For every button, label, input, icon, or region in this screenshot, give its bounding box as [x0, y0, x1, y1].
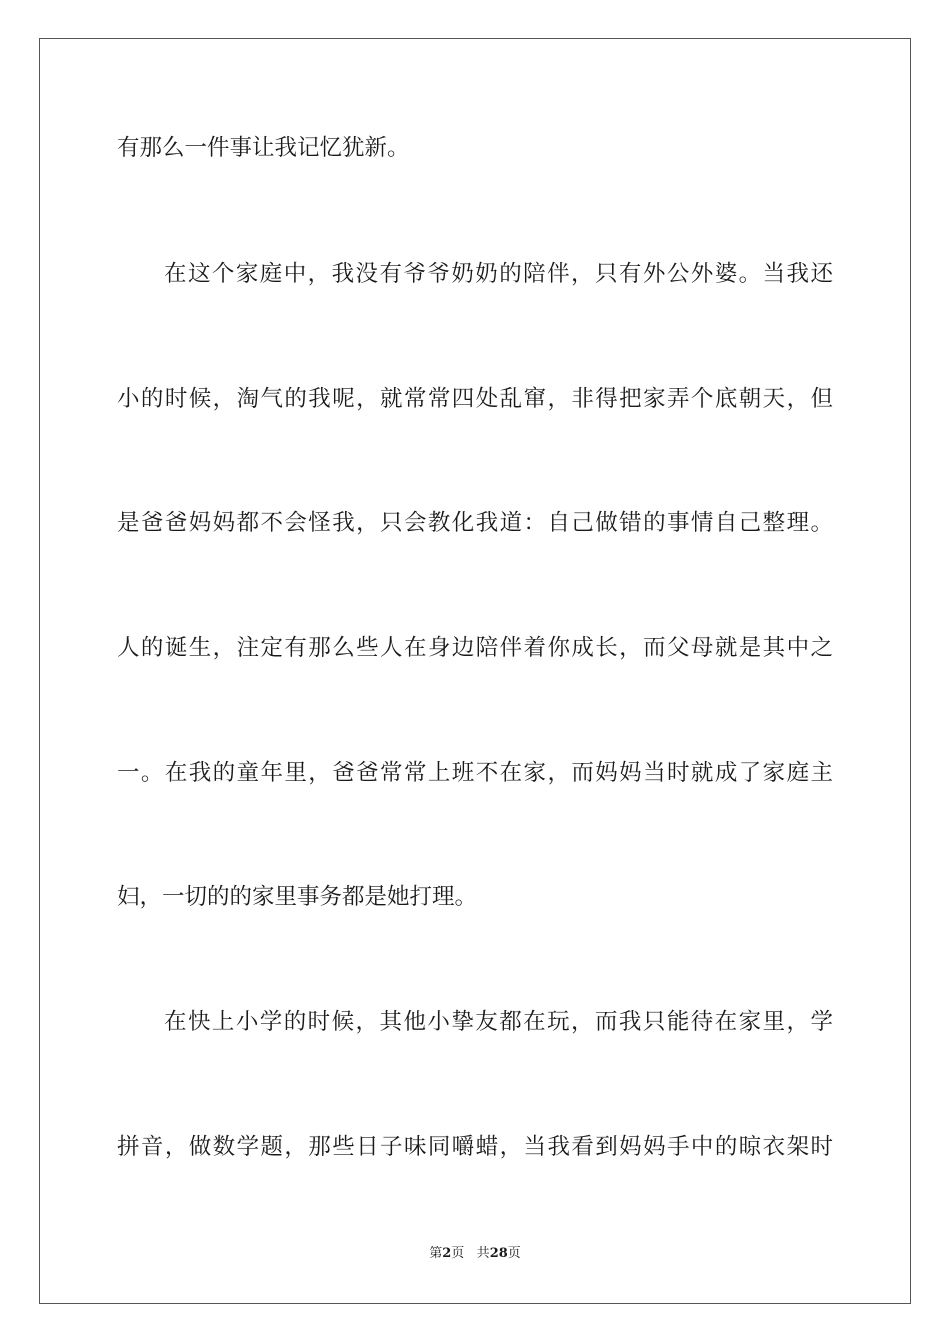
- text-line: 一。在我的童年里，爸爸常常上班不在家，而妈妈当时就成了家庭主: [117, 760, 833, 786]
- text-line: 妇，一切的的家里事务都是她打理。: [117, 884, 478, 910]
- page-border: [39, 38, 911, 1304]
- page-number: 2: [442, 1246, 452, 1261]
- paragraph-first-line: 在这个家庭中，我没有爷爷奶奶的陪伴，只有外公外婆。当我还: [164, 261, 833, 287]
- total-prefix: 共: [476, 1246, 490, 1261]
- text-line: 拼音，做数学题，那些日子味同嚼蜡，当我看到妈妈手中的晾衣架时: [117, 1134, 833, 1160]
- total-pages: 28: [489, 1246, 508, 1261]
- text-line: 有那么一件事让我记忆犹新。: [117, 135, 410, 161]
- text-line: 小的时候，淘气的我呢，就常常四处乱窜，非得把家弄个底朝天，但: [117, 386, 833, 412]
- text-line: 是爸爸妈妈都不会怪我，只会教化我道：自己做错的事情自己整理。: [117, 510, 833, 536]
- page-prefix: 第: [429, 1246, 443, 1261]
- text-line: 人的诞生，注定有那么些人在身边陪伴着你成长，而父母就是其中之: [117, 635, 833, 661]
- page-suffix: 页: [451, 1246, 465, 1261]
- paragraph-first-line: 在快上小学的时候，其他小挚友都在玩，而我只能待在家里，学: [164, 1009, 833, 1035]
- total-suffix: 页: [507, 1246, 521, 1261]
- page-footer: [0, 1245, 950, 1263]
